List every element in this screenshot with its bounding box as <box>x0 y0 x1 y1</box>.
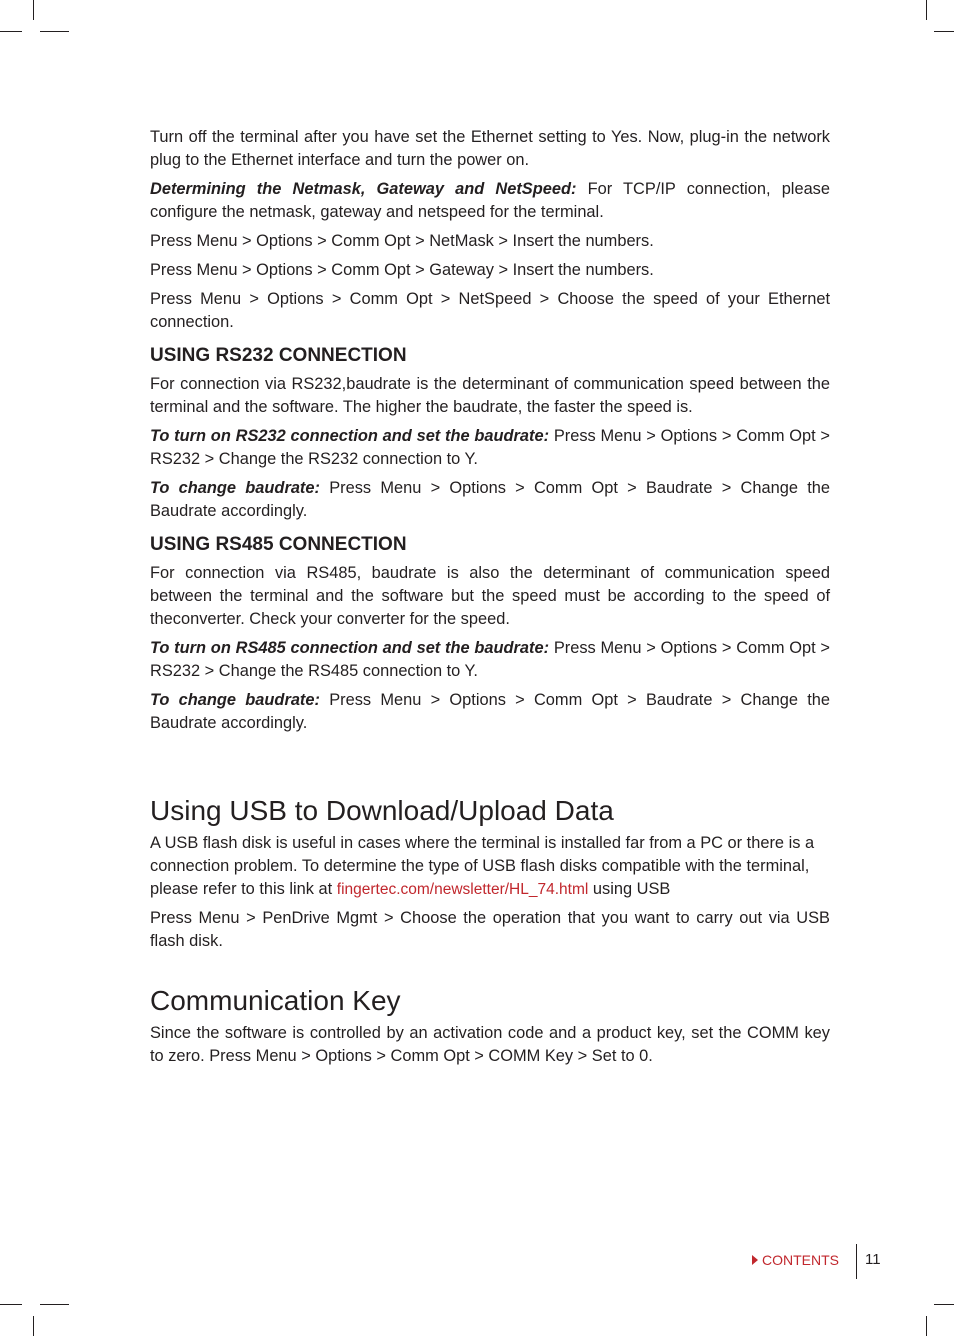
crop-mark <box>934 1304 954 1305</box>
page-content <box>150 126 830 1074</box>
body-text: Press Menu > Options > Comm Opt > RS232 > Change the RS485 connection to Y. <box>150 639 830 680</box>
crop-mark <box>40 1304 69 1305</box>
crop-mark <box>934 31 954 32</box>
comm-key-paragraph: Since the software is controlled by an activation code and a product key, set the COMM key to zero. Press Menu > Options > Comm Opt > COMM Key > Set to 0. <box>150 1024 830 1065</box>
triangle-right-icon <box>752 1255 758 1265</box>
lead-text: To turn on RS232 connection and set the baudrate: <box>150 427 550 445</box>
crop-mark <box>33 0 34 20</box>
rs485-heading: USING RS485 CONNECTION <box>150 534 407 555</box>
rs485-turn-on <box>150 637 830 683</box>
netspeed-instruction: Press Menu > Options > Comm Opt > NetSpeed > Choose the speed of your Ethernet connection. <box>150 290 830 331</box>
usb-heading: Using USB to Download/Upload Data <box>150 795 614 826</box>
body-text: A USB flash disk is useful in cases where the terminal is installed far from a PC or there is a connection problem. To determine the type of USB flash disks compatible with the terminal, please refer to this link at <box>150 834 815 898</box>
ethernet-paragraph: Turn off the terminal after you have set the Ethernet setting to Yes. Now, plug-in the network plug to the Ethernet interface and turn the power on. <box>150 128 830 169</box>
crop-mark <box>0 31 22 32</box>
body-text: Press Menu > Options > Comm Opt > Baudrate > Change the Baudrate accordingly. <box>150 479 830 520</box>
body-text: For TCP/IP connection, please configure the netmask, gateway and netspeed for the terminal. <box>150 180 830 221</box>
netmask-gateway-paragraph <box>150 178 830 224</box>
rs232-intro: For connection via RS232,baudrate is the determinant of communication speed between the terminal and the software. The higher the baudrate, the faster the speed is. <box>150 375 830 416</box>
rs232-heading: USING RS232 CONNECTION <box>150 345 407 366</box>
rs485-intro: For connection via RS485, baudrate is also the determinant of communication speed between the terminal and the software but the speed must be according to the speed of theconverter. Check your converter for the speed. <box>150 564 830 628</box>
crop-mark <box>926 0 927 20</box>
crop-mark <box>926 1316 927 1336</box>
contents-link[interactable] <box>752 1252 839 1268</box>
usb-instruction: Press Menu > PenDrive Mgmt > Choose the operation that you want to carry out via USB flash disk. <box>150 909 830 950</box>
rs232-turn-on <box>150 425 830 471</box>
page-number: 11 <box>865 1251 881 1268</box>
rs485-baudrate <box>150 689 830 735</box>
body-text: using USB <box>588 880 671 898</box>
lead-text: Determining the Netmask, Gateway and NetSpeed: <box>150 180 577 198</box>
lead-text: To change baudrate: <box>150 479 320 497</box>
netmask-instruction: Press Menu > Options > Comm Opt > NetMask > Insert the numbers. <box>150 232 654 250</box>
gateway-instruction: Press Menu > Options > Comm Opt > Gateway > Insert the numbers. <box>150 261 654 279</box>
comm-key-heading: Communication Key <box>150 985 401 1016</box>
usb-intro <box>150 832 830 901</box>
crop-mark <box>0 1304 22 1305</box>
crop-mark <box>33 1316 34 1336</box>
footer-divider <box>856 1244 857 1279</box>
lead-text: To change baudrate: <box>150 691 320 709</box>
rs232-baudrate <box>150 477 830 523</box>
lead-text: To turn on RS485 connection and set the baudrate: <box>150 639 550 657</box>
contents-label: CONTENTS <box>762 1252 839 1268</box>
body-text: Press Menu > Options > Comm Opt > Baudrate > Change the Baudrate accordingly. <box>150 691 830 732</box>
newsletter-link[interactable]: fingertec.com/newsletter/HL_74.html <box>336 881 589 898</box>
body-text: Press Menu > Options > Comm Opt > RS232 > Change the RS232 connection to Y. <box>150 427 830 468</box>
crop-mark <box>40 31 69 32</box>
